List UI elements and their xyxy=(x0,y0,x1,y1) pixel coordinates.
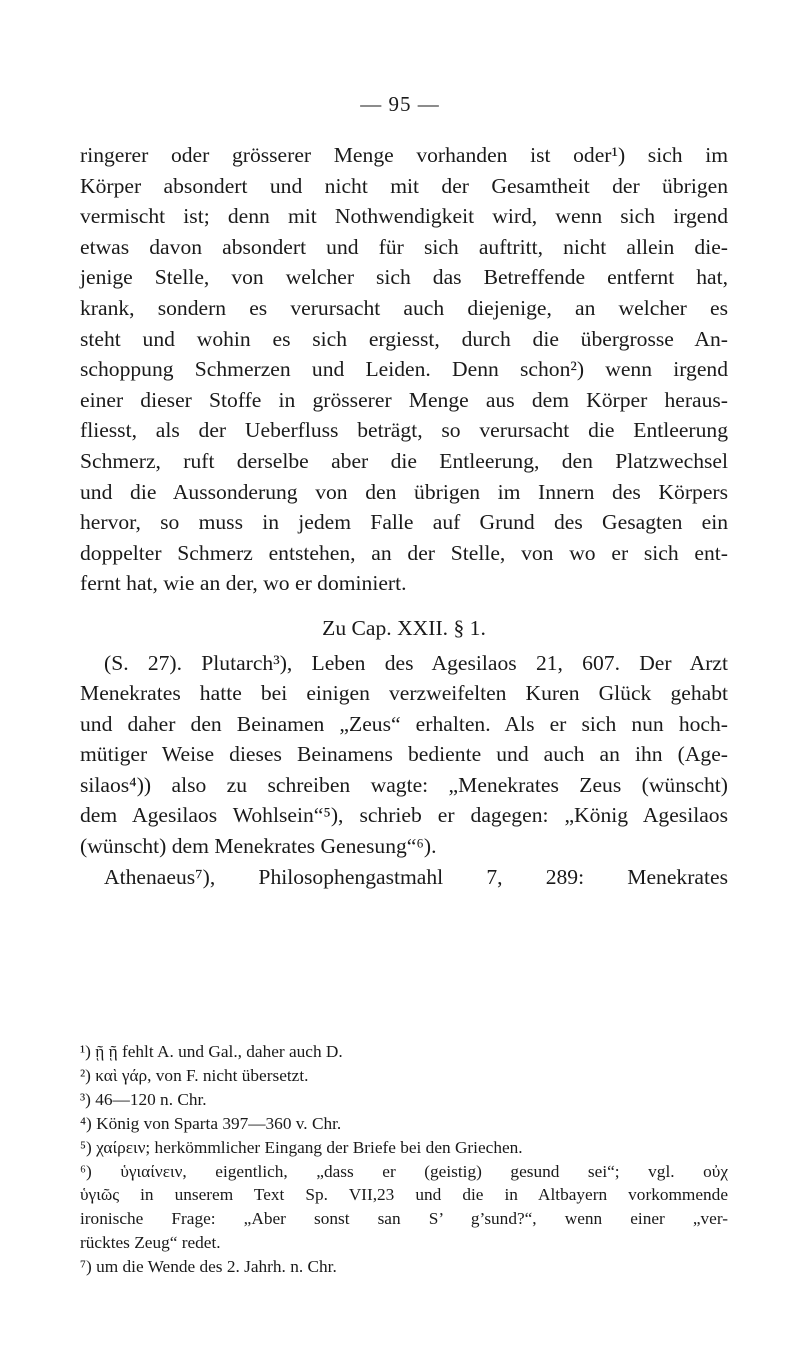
section-line: und daher den Beinamen „Zeus“ erhalten. Als er sich nun hoch- xyxy=(80,711,728,736)
footnote: ⁴) König von Sparta 397—360 v. Chr. xyxy=(80,1113,342,1133)
text-line: einer dieser Stoffe in grösserer Menge aus dem Körper heraus- xyxy=(80,387,728,412)
footnote-continuation: ironische Frage: „Aber sonst san S’ g’sund?“, wenn einer „ver- xyxy=(80,1209,728,1229)
footnote: ¹) ῇ ῇ fehlt A. und Gal., daher auch D. xyxy=(80,1042,343,1061)
section-line: silaos⁴)) also zu schreiben wagte: „Menekrates Zeus (wünscht) xyxy=(80,772,728,797)
text-line: vermischt ist; denn mit Nothwendigkeit wird, wenn sich irgend xyxy=(80,204,728,229)
text-line: fernt hat, wie an der, wo er dominiert. xyxy=(80,571,407,596)
section-line: (S. 27). Plutarch³), Leben des Agesilaos 21, 607. Der Arzt xyxy=(104,650,728,675)
text-line: Schmerz, ruft derselbe aber die Entleerung, den Platzwechsel xyxy=(80,448,728,473)
text-line: jenige Stelle, von welcher sich das Betreffende entfernt hat, xyxy=(80,265,728,290)
page-number: — 95 — xyxy=(360,92,440,116)
footnote: ⁵) χαίρειν; herkömmlicher Eingang der Briefe bei den Griechen. xyxy=(80,1137,523,1157)
text-line: schoppung Schmerzen und Leiden. Denn schon²) wenn irgend xyxy=(80,357,728,382)
section-line: Athenaeus⁷), Philosophengastmahl 7, 289: Menekrates xyxy=(104,864,728,889)
section-heading: Zu Cap. XXII. § 1. xyxy=(322,615,486,640)
footnote: ³) 46—120 n. Chr. xyxy=(80,1089,207,1109)
main-text xyxy=(80,140,728,892)
text-line: fliesst, als der Ueberfluss beträgt, so verursacht die Entleerung xyxy=(80,418,728,443)
section-line: Menekrates hatte bei einigen verzweifelten Kuren Glück gehabt xyxy=(80,681,728,706)
text-line: ringerer oder grösserer Menge vorhanden ist oder¹) sich im xyxy=(80,143,728,167)
footnote-continuation: ὑγιῶς in unserem Text Sp. VII,23 und die in Altbayern vorkommende xyxy=(80,1185,728,1205)
text-line: Körper absondert und nicht mit der Gesamtheit der übrigen xyxy=(80,173,728,198)
section-line: dem Agesilaos Wohlsein“⁵), schrieb er dagegen: „König Agesilaos xyxy=(80,803,728,828)
footnote-continuation: rücktes Zeug“ redet. xyxy=(80,1233,221,1253)
footnotes xyxy=(80,1040,728,1279)
footnote: ⁷) um die Wende des 2. Jahrh. n. Chr. xyxy=(80,1257,337,1277)
text-line: hervor, so muss in jedem Falle auf Grund des Gesagten ein xyxy=(80,510,728,535)
section-line: (wünscht) dem Menekrates Genesung“⁶). xyxy=(80,834,437,859)
text-line: steht und wohin es sich ergiesst, durch die übergrosse An- xyxy=(80,326,728,351)
text-line: doppelter Schmerz entstehen, an der Stelle, von wo er sich ent- xyxy=(80,540,728,565)
text-line: etwas davon absondert und für sich auftritt, nicht allein die- xyxy=(80,234,728,259)
footnote: ²) καὶ γάρ, von F. nicht übersetzt. xyxy=(80,1065,309,1085)
section-line: mütiger Weise dieses Beinamens bediente und auch an ihn (Age- xyxy=(80,742,728,767)
text-line: krank, sondern es verursacht auch diejenige, an welcher es xyxy=(80,295,728,320)
footnote: ⁶) ὑγιαίνειν, eigentlich, „dass er (geistig) gesund sei“; vgl. οὐχ xyxy=(80,1161,728,1181)
text-line: und die Aussonderung von den übrigen im Innern des Körpers xyxy=(80,479,728,504)
